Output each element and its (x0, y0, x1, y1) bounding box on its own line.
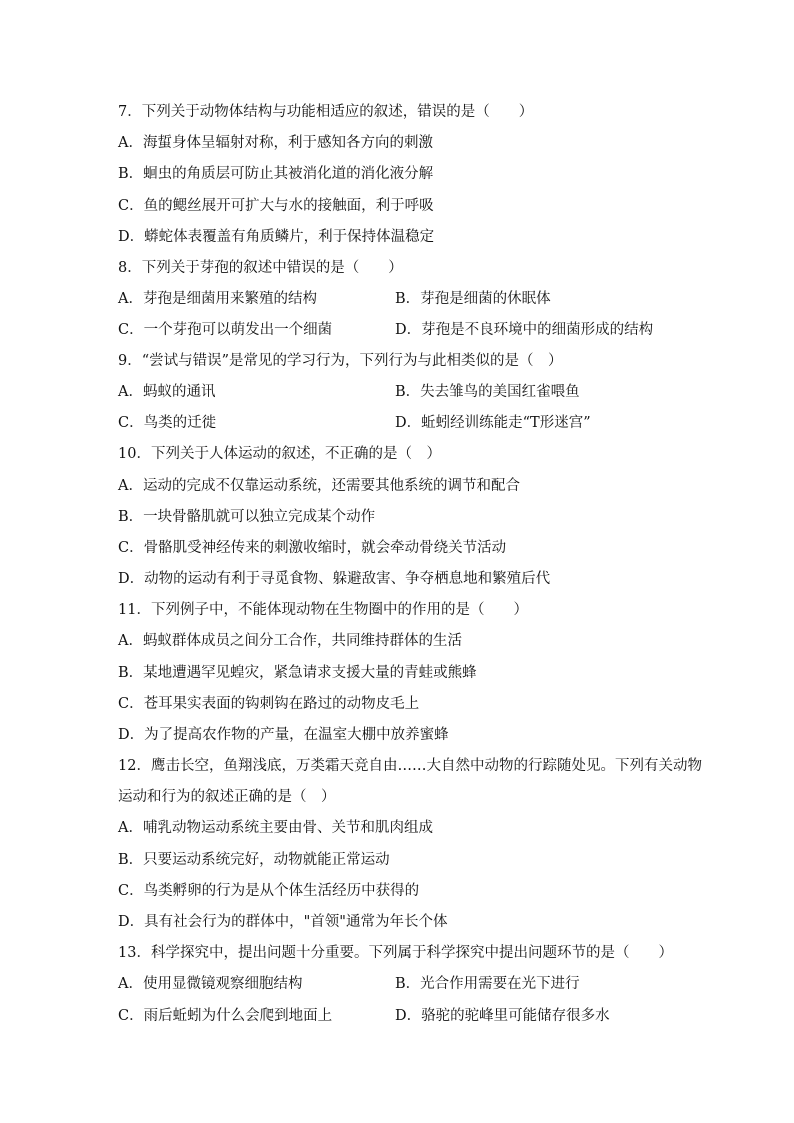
question-13-options-row-1 (118, 973, 678, 995)
question-12-stem-line-1: 12．鹰击长空，鱼翔浅底，万类霜天竞自由……大自然中动物的行踪随处见。下列有关动物 (118, 758, 702, 774)
question-10-option-c: C．骨骼肌受神经传来的刺激收缩时，就会牵动骨绕关节活动 (118, 540, 507, 556)
question-10-stem: 10．下列关于人体运动的叙述，不正确的是（ ） (118, 446, 441, 462)
question-8-option-b: B．芽孢是细菌的休眠体 (395, 291, 551, 307)
question-12-option-b: B．只要运动系统完好，动物就能正常运动 (118, 852, 390, 868)
question-13-option-c: C．雨后蚯蚓为什么会爬到地面上 (118, 1008, 333, 1024)
question-9-option-a: A．蚂蚁的通讯 (118, 384, 216, 400)
question-11-option-d: D．为了提高农作物的产量，在温室大棚中放养蜜蜂 (118, 727, 449, 743)
question-9-option-d: D．蚯蚓经训练能走“T形迷宫” (395, 415, 591, 431)
question-7-option-d: D．蟒蛇体表覆盖有角质鳞片，利于保持体温稳定 (118, 229, 435, 245)
question-7-stem: 7．下列关于动物体结构与功能相适应的叙述，错误的是（ ） (118, 104, 534, 120)
question-11-stem: 11．下列例子中，不能体现动物在生物圈中的作用的是（ ） (118, 602, 528, 618)
question-11-option-a: A．蚂蚁群体成员之间分工合作，共同维持群体的生活 (118, 633, 462, 649)
question-12-option-a: A．哺乳动物运动系统主要由骨、关节和肌肉组成 (118, 820, 433, 836)
question-11-option-c: C．苍耳果实表面的钩刺钩在路过的动物皮毛上 (118, 696, 420, 712)
question-8-stem: 8．下列关于芽孢的叙述中错误的是（ ） (118, 260, 403, 276)
question-7-option-b: B．蛔虫的角质层可防止其被消化道的消化液分解 (118, 166, 434, 182)
question-9-stem: 9．“尝试与错误”是常见的学习行为，下列行为与此相类似的是（ ） (118, 353, 563, 369)
question-11-option-b: B．某地遭遇罕见蝗灾，紧急请求支援大量的青蛙或熊蜂 (118, 665, 477, 681)
question-8-options-row-2 (118, 319, 678, 341)
question-10-option-b: B．一块骨骼肌就可以独立完成某个动作 (118, 509, 376, 525)
question-13-option-a: A．使用显微镜观察细胞结构 (118, 976, 303, 992)
question-7-option-c: C．鱼的鳃丝展开可扩大与水的接触面，利于呼吸 (118, 198, 434, 214)
question-13-option-b: B．光合作用需要在光下进行 (395, 976, 580, 992)
question-10-option-d: D．动物的运动有利于寻觅食物、躲避敌害、争夺栖息地和繁殖后代 (118, 571, 551, 587)
question-9-options-row-1 (118, 381, 678, 403)
question-12-option-c: C．鸟类孵卵的行为是从个体生活经历中获得的 (118, 883, 420, 899)
question-7-option-a: A．海蜇身体呈辐射对称，利于感知各方向的刺激 (118, 135, 433, 151)
question-13-option-d: D．骆驼的驼峰里可能储存很多水 (395, 1008, 610, 1024)
question-9-option-b: B．失去雏鸟的美国红雀喂鱼 (395, 384, 580, 400)
question-13-stem: 13．科学探究中，提出问题十分重要。下列属于科学探究中提出问题环节的是（ ） (118, 945, 673, 961)
question-8-option-a: A．芽孢是细菌用来繁殖的结构 (118, 291, 317, 307)
question-9-option-c: C．鸟类的迁徙 (118, 415, 217, 431)
question-12-stem-line-2: 运动和行为的叙述正确的是（ ） (118, 789, 336, 805)
question-8-options-row-1 (118, 288, 678, 310)
question-9-options-row-2 (118, 412, 678, 434)
question-12-option-d: D．具有社会行为的群体中，"首领"通常为年长个体 (118, 914, 448, 930)
question-8-option-c: C．一个芽孢可以萌发出一个细菌 (118, 322, 333, 338)
question-13-options-row-2 (118, 1005, 678, 1027)
question-8-option-d: D．芽孢是不良环境中的细菌形成的结构 (395, 322, 654, 338)
question-10-option-a: A．运动的完成不仅靠运动系统，还需要其他系统的调节和配合 (118, 478, 520, 494)
